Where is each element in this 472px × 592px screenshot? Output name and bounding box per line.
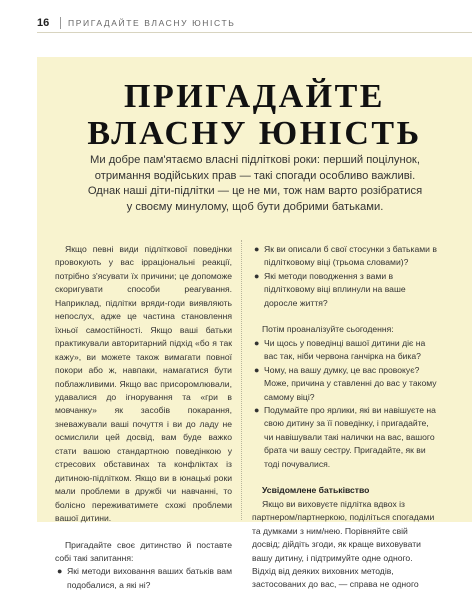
running-title: ПРИГАДАЙТЕ ВЛАСНУ ЮНІСТЬ [68,18,236,28]
bullet-dot-icon: ● [254,270,260,281]
bullet-dot-icon: ● [254,244,260,254]
bullet-dot-icon: ● [254,364,260,375]
bullet-item [252,243,437,270]
chapter-title-line-2: ВЛАСНУ ЮНІСТЬ [87,115,422,152]
bullet-text: Чи щось у поведінці вашої дитини діє на вас так, ніби червона ганчірка на бика? [264,337,426,362]
bullet-dot-icon: ● [254,404,260,415]
header-separator [60,17,61,29]
header-rule [37,32,472,33]
bullet-text: Як ви описали б свої стосунки з батьками в підлітковому віці (трьома словами)? [264,244,437,268]
body-paragraph: Потім проаналізуйте сьогодення: [262,324,394,335]
bullet-item [252,270,437,310]
left-column [55,243,232,592]
lead-paragraph [80,153,430,215]
lead-line-1: Ми добре пам'ятаємо власні підліткові роки: перший поцілунок, [90,154,420,166]
bullet-item [252,364,437,404]
bullet-dot-icon: ● [57,566,63,577]
page-header [0,0,472,36]
column-divider [241,240,243,520]
right-column [252,243,437,592]
lead-line-4: у своєму минулому, щоб бути добрими батьками. [126,200,384,213]
bullet-dot-icon: ● [254,337,260,348]
bullet-item [252,404,437,471]
chapter-title-line-1: ПРИГАДАЙТЕ [124,78,385,115]
bullet-text: Подумайте про ярлики, які ви навішуєте на свою дитину за її поведінку, і пригадайте, чи навішували такі налички на вас, вашого брата чи вашу сестру. Пригадайте, як ви тоді почувалися. [264,404,436,469]
bullet-item [252,337,437,364]
body-paragraph: Пригадайте своє дитинство й поставте собі такі запитання: [55,539,232,563]
bullet-text: Чому, на вашу думку, це вас провокує? Може, причина у ставленні до вас у такому самому віці? [264,364,437,402]
bullet-item [55,565,232,592]
bullet-text: Які методи поводження з вами в підлітковому віці вплинули на ваше доросле життя? [264,270,406,308]
bullet-text: Які методи виховання ваших батьків вам подобалися, а які ні? [67,566,232,590]
page-number: 16 [37,17,50,29]
lead-line-3: Однак наші діти-підлітки — це не ми, тож нам варто розібратися [87,185,423,197]
lead-line-2: отримання водійських прав — такі спогади особливо важливі. [94,169,416,182]
section-subheading: Усвідомлене батьківство [262,485,370,496]
chapter-title [37,78,472,152]
body-paragraph: Якщо ви виховуєте підлітка вдвох із партнером/партнеркою, поділіться спогадами та думками з ним/нею. Порівняйте свій досвід; дійдіть згоди, як краще виховувати вашу дитину, і підтримуйте одне одного. Відхід від деяких виховних методів, застосованих до вас, — справа не одного [252,498,435,590]
body-paragraph: Якщо певні види підліткової поведінки провокують у вас ірраціональні реакції, потрібно з'ясувати їх причини; це допоможе скоригувати способи реагування. Наприклад, підлітки вряди-годи виявляють непослух, адже це частина становлення їхньої самостійності. Якщо ваші батьки практикували авторитарний підхід «бо я так кажу», ви можете також вимагати повної покори або ж, навпаки, намагатися бути поблажливими. Якщо вас присоромлювали, удавалися до ігнорування та «гри в мовчанку» як засобів покарання, зневажували ваші почуття і ви до ладу не осмислили цей досвід, вам буде важко стати вашою стандартною поведінкою у стресових обставинах та конфліктах із дитиною-підлітком. Якщо ви в юнацькі роки мали проблеми в дружбі чи навчанні, то болісно переживатимете схожі проблеми вашої дитини. [55,244,232,524]
